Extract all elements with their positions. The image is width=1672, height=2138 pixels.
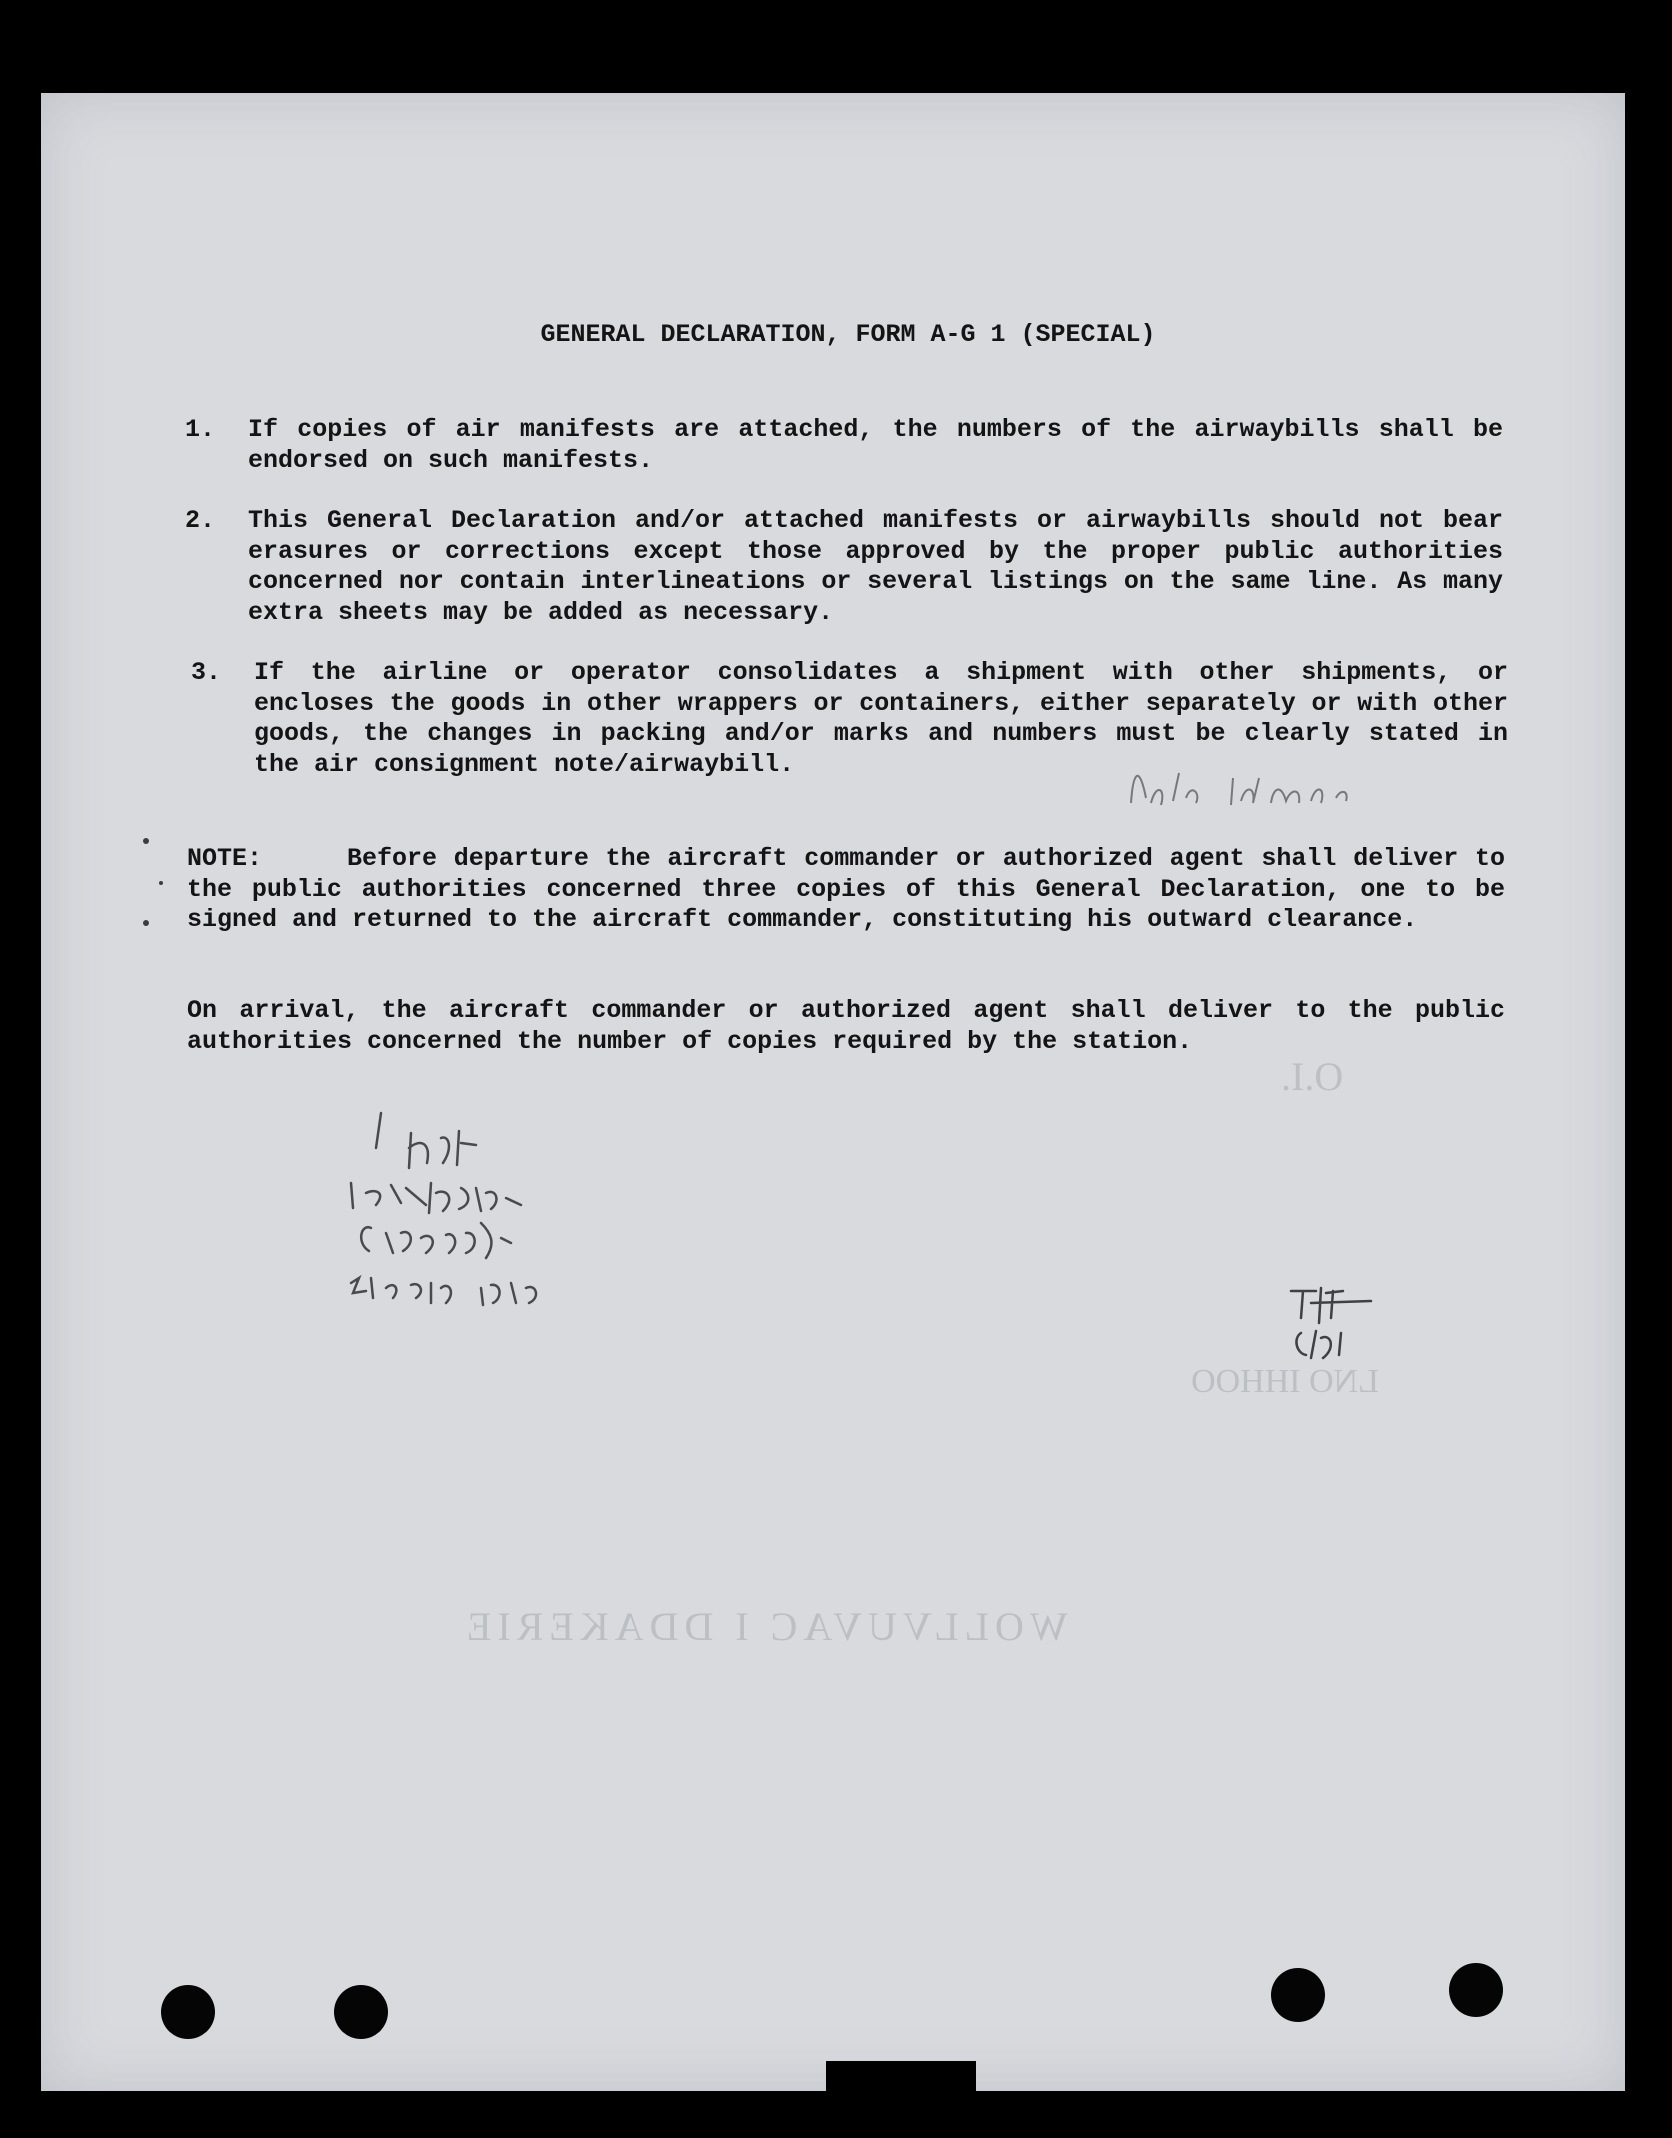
note-body: Before departure the aircraft commander or authorized agent shall deliver to the public authorities concerned three copies of this General Declaration, one to be signed and returned to the aircraft commander, constituting his outward clearance. [187,844,1505,934]
item-number: 2. [185,506,216,535]
handwritten-annotation [331,1093,631,1383]
note-text [187,844,1505,936]
stray-mark [136,833,196,1033]
page-title: GENERAL DECLARATION, FORM A-G 1 (SPECIAL) [540,320,1156,349]
item-number: 1. [185,415,216,444]
item-text: If copies of air manifests are attached, the numbers of the airwaybills shall be endorsed on such manifests. [248,415,1503,475]
punch-hole [1271,1968,1325,2022]
document-page [41,93,1625,2091]
bleed-through-mark: O.I. [1281,1054,1344,1099]
item-text: If the airline or operator consolidates a shipment with other shipments, or encloses the goods in other wrappers or containers, either separately or with other goods, the changes in packing and/or marks and numbers must be clearly stated in the air consignment note/airwaybill. [254,658,1508,779]
handwritten-annotation [1121,743,1371,823]
torn-edge [826,2061,976,2091]
item-text: This General Declaration and/or attached manifests or airwaybills should not bear erasures or corrections except those approved by the proper public authorities concerned nor contain interlineations or several listings on the same line. As many extra sheets may be added as necessary. [248,506,1503,627]
punch-hole [1449,1963,1503,2017]
bleed-through-mark: WOLLVUVAC I DDAKERIE [461,1604,1068,1649]
punch-hole [334,1985,388,2039]
bleed-through-mark: LNO IHHOO [1191,1363,1379,1400]
item-number: 3. [191,658,222,687]
handwritten-initials [1271,1273,1401,1383]
arrival-paragraph: On arrival, the aircraft commander or authorized agent shall deliver to the public authorities concerned the number of copies required by the station. [187,996,1505,1056]
note-label: NOTE: [187,844,263,873]
punch-hole [161,1985,215,2039]
